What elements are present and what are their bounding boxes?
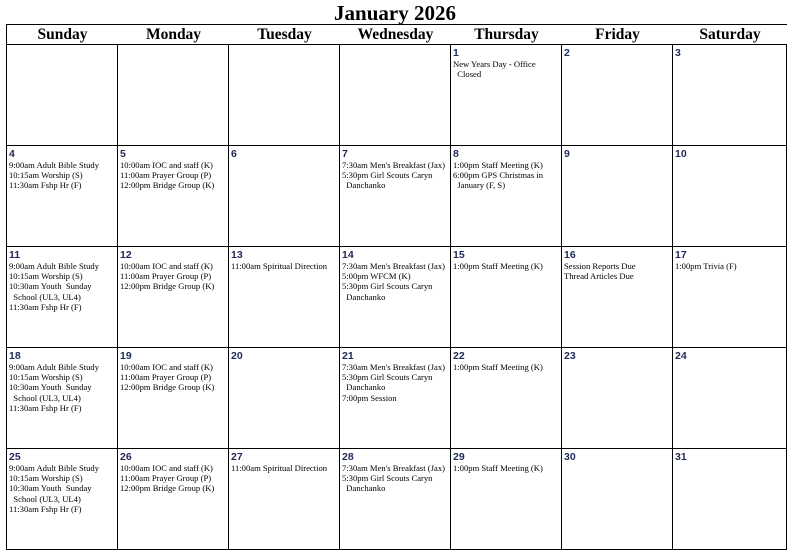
calendar-event[interactable]: 7:30am Men's Breakfast (Jax) [342, 261, 445, 271]
day-number: 28 [342, 451, 354, 463]
calendar-event[interactable]: 11:30am Fshp Hr (F) [9, 402, 82, 413]
day-number: 1 [453, 47, 459, 59]
day-number: 6 [231, 148, 237, 160]
day-cell[interactable] [673, 348, 787, 449]
calendar-event[interactable]: 11:00am Prayer Group (P) [120, 271, 212, 282]
day-number: 18 [9, 350, 21, 362]
day-number: 9 [564, 148, 570, 160]
weekday-header-saturday: Saturday [673, 25, 787, 45]
day-cell[interactable] [118, 348, 229, 449]
day-cell[interactable] [7, 247, 118, 348]
calendar-event[interactable]: 5:30pm Girl Scouts Caryn Danchanko [342, 281, 433, 302]
weekday-header-sunday: Sunday [7, 25, 118, 45]
day-number: 30 [564, 451, 576, 463]
day-number: 10 [675, 148, 687, 160]
day-number: 20 [231, 350, 243, 362]
calendar-event[interactable]: 1:00pm Staff Meeting (K) [453, 362, 543, 372]
calendar-event[interactable]: 11:00am Spiritual Direction [231, 463, 328, 473]
calendar-event[interactable]: 7:30am Men's Breakfast (Jax) [342, 463, 445, 473]
day-number: 15 [453, 249, 465, 261]
day-cell[interactable] [451, 247, 562, 348]
calendar-event[interactable]: 10:30am Youth Sunday School (UL3, UL4) [9, 281, 92, 302]
day-cell[interactable] [562, 45, 673, 146]
calendar-event[interactable]: 11:00am Prayer Group (P) [120, 473, 212, 484]
day-number: 25 [9, 451, 21, 463]
calendar-event[interactable]: New Years Day - Office Closed [453, 59, 536, 80]
day-cell[interactable] [562, 247, 673, 348]
calendar-event[interactable]: 10:30am Youth Sunday School (UL3, UL4) [9, 483, 92, 504]
calendar-event[interactable]: 11:30am Fshp Hr (F) [9, 503, 82, 514]
calendar-event[interactable]: 6:00pm GPS Christmas in January (F, S) [453, 170, 544, 191]
day-number: 14 [342, 249, 354, 261]
calendar-event[interactable]: 11:00am Prayer Group (P) [120, 372, 212, 383]
day-number: 26 [120, 451, 132, 463]
calendar-event[interactable]: 5:30pm Girl Scouts Caryn Danchanko [342, 372, 433, 393]
day-cell[interactable] [118, 146, 229, 247]
weekday-header-monday: Monday [118, 25, 229, 45]
calendar-event[interactable]: 11:30am Fshp Hr (F) [9, 180, 82, 191]
day-cell[interactable] [562, 348, 673, 449]
day-number: 13 [231, 249, 243, 261]
day-cell[interactable] [562, 146, 673, 247]
day-cell[interactable] [7, 449, 118, 550]
day-cell[interactable] [562, 449, 673, 550]
calendar-event[interactable]: 5:30pm Girl Scouts Caryn Danchanko [342, 473, 433, 494]
day-cell[interactable] [340, 45, 451, 146]
day-number: 5 [120, 148, 126, 160]
day-cell[interactable] [7, 146, 118, 247]
calendar-event[interactable]: 11:30am Fshp Hr (F) [9, 301, 82, 312]
calendar-event[interactable]: 1:00pm Staff Meeting (K) [453, 160, 543, 170]
calendar-event[interactable]: 10:00am IOC and staff (K) [120, 261, 213, 271]
day-number: 21 [342, 350, 354, 362]
day-cell[interactable] [229, 449, 340, 550]
day-cell[interactable] [673, 45, 787, 146]
calendar-event[interactable]: 10:00am IOC and staff (K) [120, 463, 213, 473]
weekday-header-friday: Friday [562, 25, 673, 45]
calendar-event[interactable]: 1:00pm Staff Meeting (K) [453, 261, 543, 271]
calendar-event[interactable]: 9:00am Adult Bible Study [9, 362, 99, 372]
day-number: 17 [675, 249, 687, 261]
day-cell[interactable] [451, 45, 562, 146]
day-number: 29 [453, 451, 465, 463]
calendar-event[interactable]: 5:00pm WFCM (K) [342, 271, 411, 282]
day-cell[interactable] [451, 146, 562, 247]
day-number: 23 [564, 350, 576, 362]
calendar-event[interactable]: 5:30pm Girl Scouts Caryn Danchanko [342, 170, 433, 191]
calendar-title: January 2026 [334, 1, 456, 25]
weekday-header-thursday: Thursday [451, 25, 562, 45]
day-cell[interactable] [340, 348, 451, 449]
day-cell[interactable] [229, 247, 340, 348]
calendar-event[interactable]: 11:00am Prayer Group (P) [120, 170, 212, 181]
day-cell[interactable] [673, 449, 787, 550]
day-cell[interactable] [229, 45, 340, 146]
calendar-event[interactable]: 12:00pm Bridge Group (K) [120, 180, 215, 191]
day-number: 3 [675, 47, 681, 59]
day-cell[interactable] [7, 45, 118, 146]
day-cell[interactable] [673, 146, 787, 247]
calendar-event[interactable]: 9:00am Adult Bible Study [9, 261, 99, 271]
day-number: 11 [9, 249, 21, 261]
calendar-event[interactable]: 10:15am Worship (S) [9, 473, 83, 484]
day-number: 24 [675, 350, 687, 362]
day-cell[interactable] [229, 348, 340, 449]
day-number: 8 [453, 148, 459, 160]
day-cell[interactable] [340, 449, 451, 550]
calendar-event[interactable]: 12:00pm Bridge Group (K) [120, 281, 215, 292]
calendar-event[interactable]: 10:15am Worship (S) [9, 372, 83, 383]
day-number: 22 [453, 350, 465, 362]
weekday-header-wednesday: Wednesday [340, 25, 451, 45]
day-cell[interactable] [673, 247, 787, 348]
day-number: 12 [120, 249, 132, 261]
calendar-event[interactable]: 10:15am Worship (S) [9, 271, 83, 282]
calendar-event[interactable]: 11:00am Spiritual Direction [231, 261, 328, 271]
calendar-event[interactable]: 12:00pm Bridge Group (K) [120, 483, 215, 494]
day-cell[interactable] [7, 348, 118, 449]
day-number: 19 [120, 350, 132, 362]
day-cell[interactable] [451, 348, 562, 449]
calendar-event[interactable]: 10:15am Worship (S) [9, 170, 83, 181]
day-number: 7 [342, 148, 348, 160]
day-cell[interactable] [451, 449, 562, 550]
calendar-event[interactable]: 1:00pm Staff Meeting (K) [453, 463, 543, 473]
calendar-event[interactable]: 7:30am Men's Breakfast (Jax) [342, 362, 445, 372]
calendar-event[interactable]: 9:00am Adult Bible Study [9, 160, 99, 170]
day-cell[interactable] [118, 45, 229, 146]
calendar-event[interactable]: 10:00am IOC and staff (K) [120, 362, 213, 372]
calendar-event[interactable]: 10:30am Youth Sunday School (UL3, UL4) [9, 382, 92, 403]
calendar-event[interactable]: 7:30am Men's Breakfast (Jax) [342, 160, 445, 170]
calendar-event[interactable]: 1:00pm Trivia (F) [675, 261, 737, 271]
day-cell[interactable] [118, 247, 229, 348]
day-cell[interactable] [118, 449, 229, 550]
day-number: 31 [675, 451, 687, 463]
calendar-event[interactable]: Thread Articles Due [564, 271, 634, 282]
day-cell[interactable] [229, 146, 340, 247]
calendar-event[interactable]: 10:00am IOC and staff (K) [120, 160, 213, 170]
calendar-grid [6, 24, 787, 550]
day-number: 16 [564, 249, 576, 261]
day-cell[interactable] [340, 146, 451, 247]
calendar-event[interactable]: Session Reports Due [564, 261, 636, 271]
day-number: 2 [564, 47, 570, 59]
calendar-event[interactable]: 9:00am Adult Bible Study [9, 463, 99, 473]
weekday-header-tuesday: Tuesday [229, 25, 340, 45]
calendar-event[interactable]: 7:00pm Session [342, 392, 397, 403]
day-number: 27 [231, 451, 243, 463]
day-cell[interactable] [340, 247, 451, 348]
day-number: 4 [9, 148, 15, 160]
calendar-event[interactable]: 12:00pm Bridge Group (K) [120, 382, 215, 393]
